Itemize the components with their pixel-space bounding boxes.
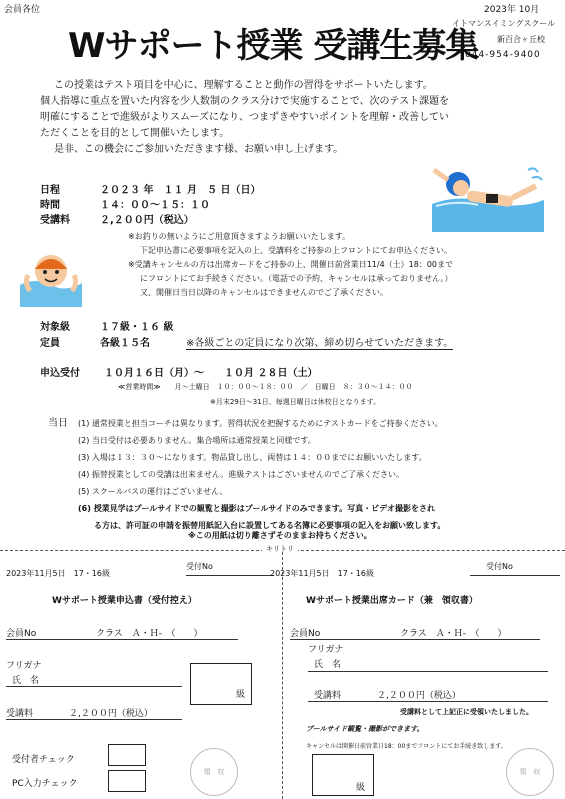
note-line: にフロントにてお手続きください。（電話での予約、キャンセルは承っておりません。）	[140, 274, 453, 283]
right-receipt-no: 受付No	[486, 562, 513, 571]
pc-check-box[interactable]	[108, 770, 146, 792]
capacity-value: 各級１５名	[100, 338, 150, 349]
list-item: (2) 当日受付は必要ありません。集合場所は通常授業と同様です。	[78, 436, 316, 445]
right-receipt-no-line	[470, 575, 560, 576]
left-receipt-no-line	[186, 575, 274, 576]
issue-date: 2023年 10月	[484, 5, 540, 15]
left-date-class: 2023年11月5日 17・16級	[6, 569, 110, 578]
swimmer-illustration	[428, 160, 548, 236]
note-line: ※お釣りの無いようにご用意頂きますようお願いいたします。	[128, 232, 351, 241]
bring-note: ※この用紙は切り離さずそのままお持ちください。	[188, 531, 372, 540]
target-value: １７級・１６ 級	[100, 322, 174, 333]
fee-value: ２,２００円（税込）	[100, 215, 194, 226]
right-furigana: フリガナ	[308, 645, 344, 655]
notes	[128, 230, 453, 300]
day-of-list	[78, 415, 445, 534]
target-label: 対象級	[40, 322, 70, 333]
note-line: 又、開催日当日以降のキャンセルはできませんのでご了承ください。	[140, 288, 388, 297]
list-item: (5) スクールバスの運行はございません。	[78, 487, 228, 496]
time-value: １４：００～１５：１０	[100, 200, 210, 211]
note-line: 下記申込書に必要事項を記入の上、受講料をご持参の上フロントにてお申込ください。	[140, 246, 452, 255]
right-member-line	[290, 639, 540, 640]
intro-line: 明確にすることで進級がよりスムーズになり、つまずきやすいポイントを理解・改善してい	[40, 112, 449, 123]
right-fee-line	[308, 701, 548, 702]
phone-number: 044-954-9400	[465, 50, 541, 60]
left-receipt-stamp: 領 収	[190, 748, 238, 796]
cancel-note: キャンセルは開催日前営業日18：00までフロントにてお手続き致します。	[306, 743, 507, 750]
closed-days: ※月末29日～31日、毎週日曜日は休校日となります。	[210, 398, 381, 406]
right-class: クラス Ａ・Ｈ- （ ）	[400, 629, 507, 639]
left-member-no: 会員No	[6, 629, 37, 639]
vertical-cut-line	[282, 552, 283, 799]
reception-label: 申込受付	[40, 368, 80, 379]
branch-name: 新百合ヶ丘校	[497, 35, 545, 44]
intro-line: ただくことを目的として開催いたします。	[40, 128, 230, 139]
pc-check-label: PC入力チェック	[12, 779, 78, 789]
audience-label: 会員各位	[4, 5, 41, 15]
received-note: 受講料として上記正に受領いたしました。	[400, 708, 533, 716]
right-name-label: 氏 名	[314, 660, 342, 670]
kid-swimmer-illustration	[18, 245, 84, 311]
intro-text	[40, 78, 449, 158]
left-fee: 受講料 ２,２００円（税込）	[6, 709, 153, 719]
right-name-line	[308, 671, 548, 672]
reception-value: １０月１６日（月）～ １０月 ２８日（土）	[104, 368, 318, 379]
left-name-label: 氏 名	[12, 676, 40, 686]
right-date-class: 2023年11月5日 17・16級	[270, 569, 374, 578]
page-title: Wサポート授業 受講生募集	[68, 26, 479, 66]
poolside-note: プールサイド観覧・撮影ができます。	[306, 725, 424, 733]
note-line: ※受講キャンセルの方は出席カードをご持参の上、開催日前営業日11/4（土）18：00まで	[128, 260, 454, 269]
business-hours: ≪営業時間≫ 月～土曜日 １０：００～１８：００ ／ 日曜日 ８：３０～１４：００	[118, 383, 413, 391]
right-receipt-stamp: 領 収	[506, 748, 554, 796]
reception-check-label: 受付者チェック	[12, 755, 75, 765]
right-fee: 受講料 ２,２００円（税込）	[314, 691, 461, 701]
right-form-title: Wサポート授業出席カード（兼 領収書）	[306, 596, 478, 606]
intro-line: 個人指導に重点を置いた内容を少人数制のクラス分けで実施することで、次のテスト課題を	[40, 96, 450, 107]
date-value: ２０２３ 年 １１ 月 ５ 日（日）	[100, 185, 261, 196]
day-of-label: 当日	[48, 418, 68, 429]
intro-line: 是非、この機会にご参加いただきます様、お願い申し上げます。	[54, 144, 344, 155]
time-label: 時間	[40, 200, 60, 211]
left-grade-label: 級	[236, 690, 246, 700]
right-member-no: 会員No	[290, 629, 321, 639]
left-class: クラス Ａ・Ｈ- （ ）	[96, 629, 203, 639]
fee-label: 受講料	[40, 215, 70, 226]
right-grade-label: 級	[356, 783, 366, 793]
left-receipt-no: 受付No	[186, 562, 213, 571]
reception-check-box[interactable]	[108, 744, 146, 766]
list-item: (4) 振替授業としての受講は出来ません。進級テストはございませんのでご了承ください。	[78, 470, 405, 479]
left-member-line	[6, 639, 238, 640]
intro-line: この授業はテスト項目を中心に、理解することと動作の習得をサポートいたします。	[54, 80, 433, 91]
left-furigana: フリガナ	[6, 661, 42, 671]
school-name: イトマンスイミングスクール	[452, 19, 556, 28]
left-fee-line	[6, 719, 182, 720]
capacity-label: 定員	[40, 338, 60, 349]
list-item: (1) 通常授業と担当コーチは異なります。習得状況を把握するためにテストカードをご持参ください。	[78, 419, 443, 428]
list-item: (6) 授業見学はプールサイドでの観覧と撮影はプールサイドのみできます。写真・ビデオ撮影をされ	[78, 504, 435, 513]
list-item: (3) 入場は１３：３０～になります。物品貸し出し、両替は１４：００までにお願いいたします。	[78, 453, 427, 462]
left-name-line	[6, 686, 182, 687]
left-form-title: Wサポート授業申込書（受付控え）	[52, 596, 197, 606]
date-label: 日程	[40, 185, 60, 196]
capacity-note: ※各級ごとの定員になり次第、締め切らせていただきます。	[186, 334, 453, 350]
cut-line-label: キリトリ	[262, 544, 298, 554]
list-item-continuation: る方は、許可証の申請を振替用紙記入台に設置してある名簿に必要事項の記入をお願い致します。	[94, 521, 446, 530]
